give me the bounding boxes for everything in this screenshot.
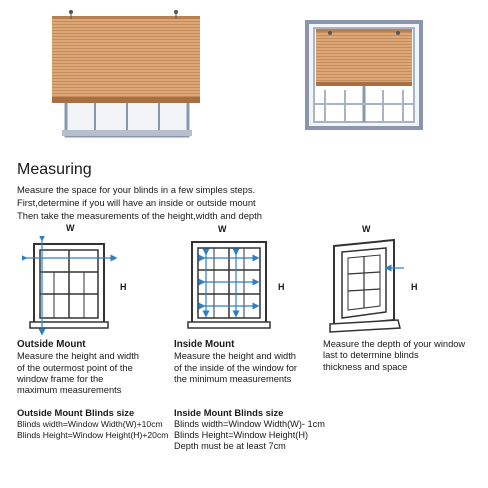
description-line: Measure the height and width <box>17 351 139 362</box>
inside-height-label: H <box>278 282 285 292</box>
intro-line: Measure the space for your blinds in a few simples steps. <box>17 184 256 195</box>
formula-line: Blinds Height=Window Height(H) <box>174 430 309 440</box>
description-line: maximum measurements <box>17 385 122 396</box>
description-line: of the inside of the window for <box>174 362 297 373</box>
description-line: of the outermost point of the <box>17 362 133 373</box>
formula-line: Depth must be at least 7cm <box>174 441 286 451</box>
outside-blinds-size <box>17 407 168 441</box>
intro-line: First,determine if you will have an inside or outside mount <box>17 197 256 208</box>
blind-photo-outside-mount <box>40 10 215 140</box>
description-line: thickness and space <box>323 361 408 372</box>
description-line: the minimum measurements <box>174 373 292 384</box>
formula-line: Blinds width=Window Width(W)+10cm <box>17 419 163 429</box>
inside-width-label: W <box>218 224 227 234</box>
blind-photo-inside-mount <box>305 18 425 130</box>
formula-line: Blinds width=Window Width(W)- 1cm <box>174 419 325 429</box>
inside-mount-description <box>174 339 297 385</box>
window-outside-mount-icon <box>22 236 122 336</box>
depth-description <box>323 339 465 373</box>
inside-blinds-size <box>174 407 325 452</box>
formula-line: Blinds Height=Window Height(H)+20cm <box>17 430 169 440</box>
outside-mount-description <box>17 339 139 396</box>
inside-blinds-size-heading: Inside Mount Blinds size <box>174 407 284 418</box>
inside-mount-heading: Inside Mount <box>174 339 235 350</box>
description-line: window frame for the <box>17 373 104 384</box>
intro-text <box>17 183 262 222</box>
outside-height-label: H <box>120 282 127 292</box>
outside-blinds-size-heading: Outside Mount Blinds size <box>17 407 135 418</box>
window-depth-icon <box>320 236 410 336</box>
description-line: Measure the depth of your window <box>323 339 466 349</box>
section-title: Measuring <box>17 161 92 178</box>
window-inside-mount-icon <box>180 236 280 336</box>
depth-width-label: W <box>362 224 371 234</box>
depth-height-label: H <box>411 282 418 292</box>
outside-width-label: W <box>66 223 75 233</box>
description-line: last to determine blinds <box>323 350 419 361</box>
outside-mount-heading: Outside Mount <box>17 339 86 350</box>
description-line: Measure the height and width <box>174 351 296 362</box>
intro-line: Then take the measurements of the height,width and depth <box>17 210 262 221</box>
